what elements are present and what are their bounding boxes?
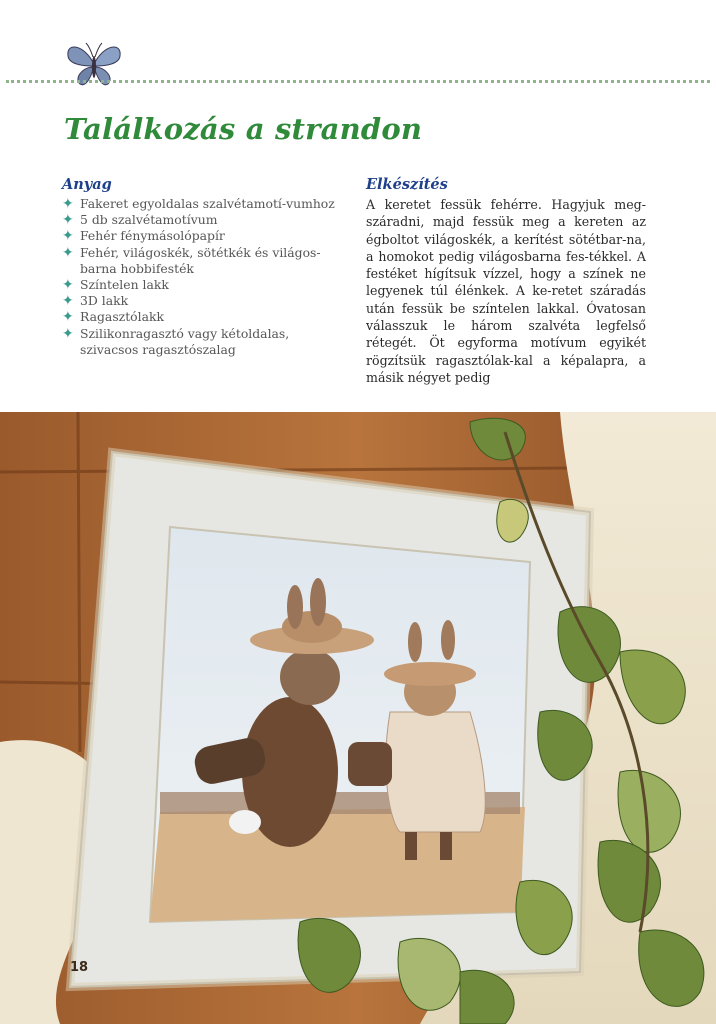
- list-item: ✦ Fakeret egyoldalas szalvétamotí-vumhoz: [62, 196, 335, 212]
- diamond-bullet-icon: ✦: [62, 309, 74, 326]
- list-item: ✦ Fehér, világoskék, sötétkék és világos-barna hobbifesték: [62, 244, 321, 276]
- materials-list: [62, 196, 347, 358]
- craft-photo: [0, 412, 716, 1024]
- dotted-divider: [6, 80, 710, 83]
- list-item: ✦ Színtelen lakk: [62, 277, 169, 294]
- diamond-bullet-icon: ✦: [62, 325, 74, 342]
- materials-heading: Anyag: [62, 176, 112, 193]
- diamond-bullet-icon: ✦: [62, 228, 74, 245]
- instructions-column: [366, 176, 646, 386]
- list-item: ✦ 3D lakk: [62, 293, 129, 310]
- list-item: ✦ Ragasztólakk: [62, 309, 165, 326]
- diamond-bullet-icon: ✦: [62, 293, 74, 310]
- list-item: ✦ Fehér fénymásolópapír: [62, 228, 225, 245]
- diamond-bullet-icon: ✦: [62, 277, 74, 294]
- list-item: ✦ Szilikonragasztó vagy kétoldalas, szivacsos ragasztószalag: [62, 325, 290, 357]
- diamond-bullet-icon: ✦: [62, 196, 74, 212]
- page-number: 18: [70, 960, 89, 975]
- diamond-bullet-icon: ✦: [62, 212, 74, 229]
- diamond-bullet-icon: ✦: [62, 244, 74, 261]
- instructions-text: A keretet fessük fehérre. Hagyjuk meg-száradni, majd fessük meg a kereten az égboltot világoskék, a kerítést sötétbar-na, a homokot pedig világosbarna fes-tékkel. A festéket hígítsuk vízzel, hogy a színek ne legyenek túl élénkek. A ke-retet száradás után fessük be színtelen lakkal. Óvatosan válasszuk le három szalvéta legfelső rétegét. Öt egyforma motívum egyikét rögzítsük ragasztólak-kal a képalapra, a másik négyet pedig: [366, 197, 646, 385]
- instructions-heading: Elkészítés: [366, 176, 448, 193]
- page-title: Találkozás a strandon: [64, 112, 423, 146]
- materials-column: [62, 176, 347, 358]
- list-item: ✦ 5 db szalvétamotívum: [62, 212, 218, 229]
